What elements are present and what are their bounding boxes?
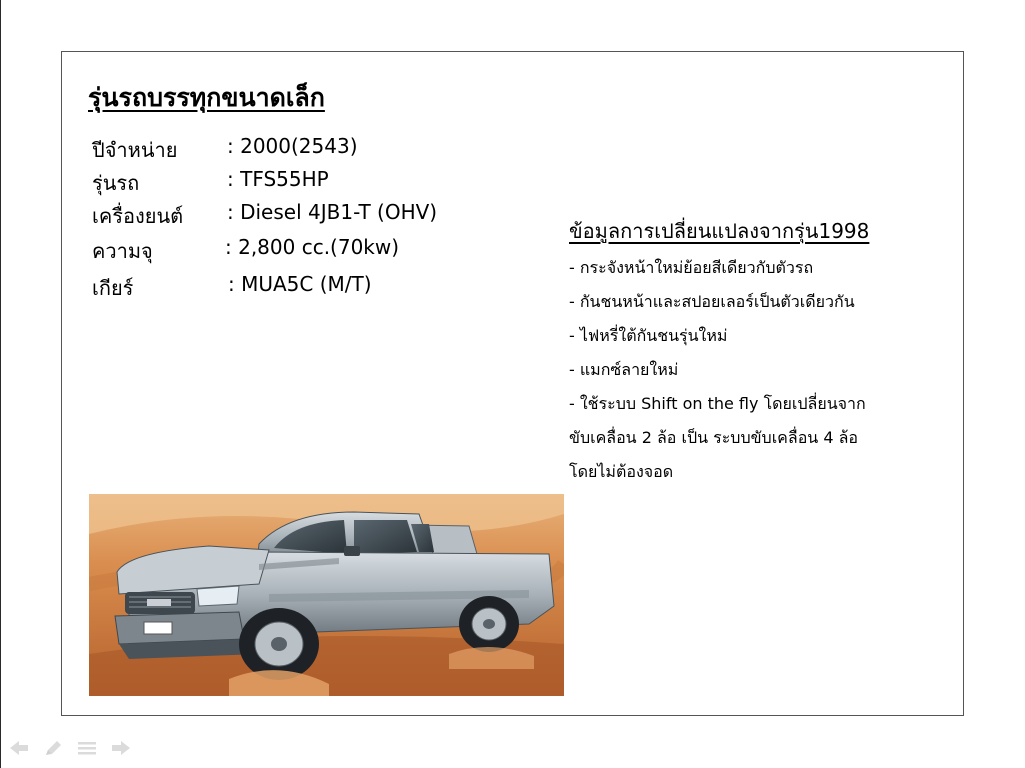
spec-value: : 2000(2543)	[227, 134, 358, 158]
spec-value: : MUA5C (M/T)	[228, 272, 372, 296]
slide	[61, 51, 964, 716]
slide-nav-bar	[8, 738, 138, 758]
spec-label: ความจุ	[92, 239, 153, 263]
change-item: - ใช้ระบบ Shift on the fly โดยเปลี่ยนจาก	[569, 394, 866, 413]
truck-photo	[89, 494, 564, 696]
change-item: ขับเคลื่อน 2 ล้อ เป็น ระบบขับเคลื่อน 4 ล้อ	[569, 428, 858, 447]
spec-value: : 2,800 cc.(70kw)	[225, 235, 400, 259]
pen-icon[interactable]	[42, 738, 64, 758]
changes-heading: ข้อมูลการเปลี่ยนแปลงจากรุ่น1998	[569, 219, 870, 243]
change-item: - กันชนหน้าและสปอยเลอร์เป็นตัวเดียวกัน	[569, 292, 855, 311]
window-edge	[0, 0, 1, 768]
spec-value: : TFS55HP	[227, 167, 329, 191]
spec-value: : Diesel 4JB1-T (OHV)	[227, 200, 438, 224]
change-item: - ไฟหรี่ใต้กันชนรุ่นใหม่	[569, 326, 728, 345]
change-item: - แมกซ์ลายใหม่	[569, 360, 679, 379]
spec-label: รุ่นรถ	[92, 171, 140, 195]
arrow-left-icon[interactable]	[8, 738, 30, 758]
spec-label: เครื่องยนต์	[92, 204, 184, 228]
spec-label: เกียร์	[92, 276, 134, 300]
arrow-right-icon[interactable]	[110, 738, 132, 758]
change-item: โดยไม่ต้องจอด	[569, 462, 674, 481]
change-item: - กระจังหน้าใหม่ย้อยสีเดียวกับตัวรถ	[569, 258, 814, 277]
spec-label: ปีจำหน่าย	[92, 138, 178, 162]
menu-icon[interactable]	[76, 738, 98, 758]
slide-title: รุ่นรถบรรทุกขนาดเล็ก	[88, 83, 325, 112]
